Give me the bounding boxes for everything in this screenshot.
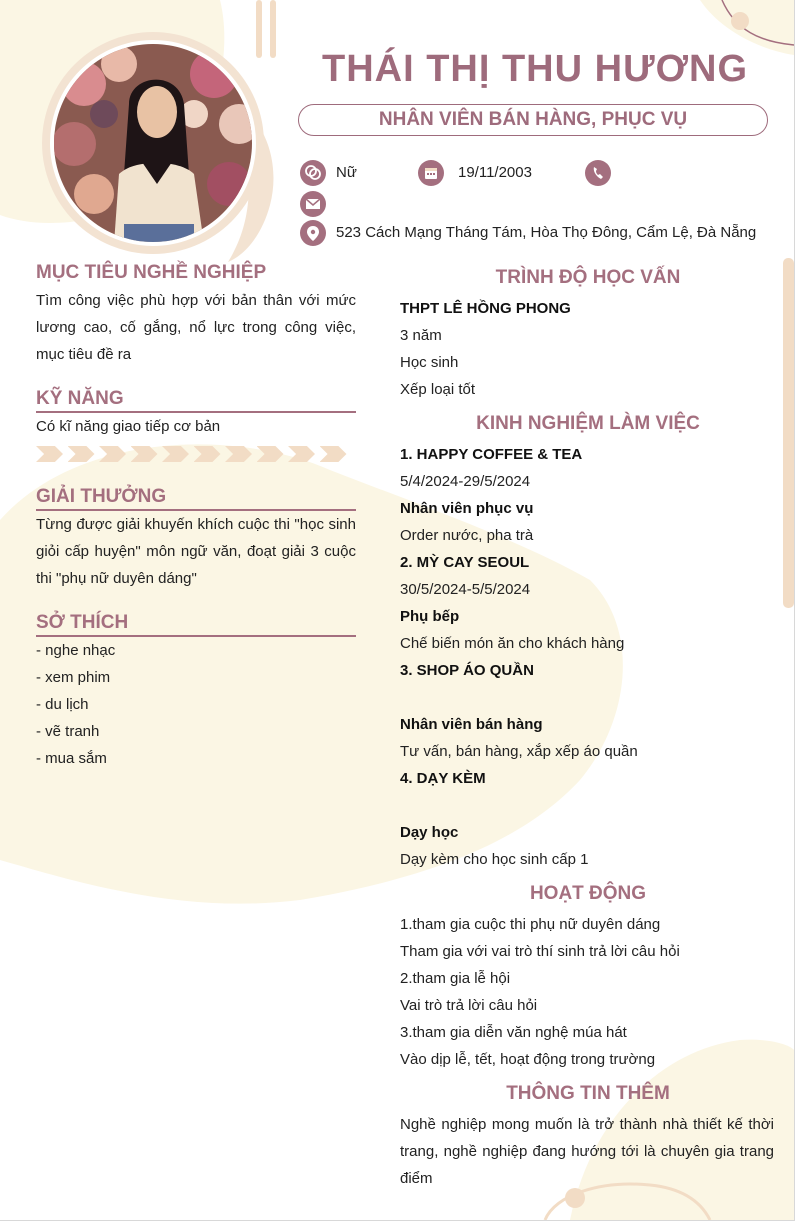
hobby-item: - nghe nhạc xyxy=(36,642,116,659)
activity-item: Vào dịp lễ, tết, hoạt động trong trường xyxy=(400,1051,656,1068)
activities-heading: HOẠT ĐỘNG xyxy=(529,883,647,904)
activity-item: 1.tham gia cuộc thi phụ nữ duyên dáng xyxy=(400,916,661,933)
gender-value: Nữ xyxy=(336,164,357,181)
job-description: Dạy kèm cho học sinh cấp 1 xyxy=(400,851,589,868)
job-description: Tư vấn, bán hàng, xắp xếp áo quần xyxy=(400,743,638,760)
hobby-item: - mua sắm xyxy=(36,750,107,767)
hobby-item: - vẽ tranh xyxy=(36,723,100,740)
skills-text: Có kĩ năng giao tiếp cơ bản xyxy=(36,418,221,435)
hobby-item: - xem phim xyxy=(36,669,111,686)
profile-photo xyxy=(50,40,256,246)
activity-item: Vai trò trả lời câu hỏi xyxy=(400,997,538,1014)
job-description: Chế biến món ăn cho khách hàng xyxy=(400,635,625,652)
chevron-divider xyxy=(36,446,356,462)
job-position: Nhân viên phục vụ xyxy=(400,500,534,517)
candidate-name: THÁI THỊ THU HƯƠNG xyxy=(321,48,749,90)
experience-heading: KINH NGHIỆM LÀM VIỆC xyxy=(476,413,700,434)
education-duration: 3 năm xyxy=(400,327,442,344)
location-icon xyxy=(300,220,326,246)
job-company: 2. MỲ CAY SEOUL xyxy=(400,554,530,571)
hobbies-heading: SỞ THÍCH xyxy=(36,612,129,633)
job-position: Nhân viên bán hàng xyxy=(400,716,543,733)
career-goal-heading: MỤC TIÊU NGHỀ NGHIỆP xyxy=(36,262,267,283)
skills-divider xyxy=(36,411,356,413)
awards-text: Từng được giải khuyến khích cuộc thi "học sinh giỏi cấp huyện" môn ngữ văn, đoạt giải 3 cuộc thi "phụ nữ duyên dáng" xyxy=(36,516,356,587)
additional-info-text: Nghề nghiệp mong muốn là trở thành nhà thiết kế thời trang, nghề nghiệp đang hướng tới là chuyên gia trang điểm xyxy=(400,1116,774,1187)
job-title-badge: NHÂN VIÊN BÁN HÀNG, PHỤC VỤ xyxy=(298,104,768,136)
email-icon xyxy=(300,191,326,217)
education-role: Học sinh xyxy=(400,354,459,371)
awards-heading: GIẢI THƯỞNG xyxy=(36,486,167,507)
job-company: 1. HAPPY COFFEE & TEA xyxy=(400,446,583,463)
job-period: 5/4/2024-29/5/2024 xyxy=(400,473,531,490)
job-position: Phụ bếp xyxy=(400,608,460,625)
activity-item: 2.tham gia lễ hội xyxy=(400,970,511,987)
birthdate-value: 19/11/2003 xyxy=(458,164,532,181)
gender-icon xyxy=(300,160,326,186)
job-description: Order nước, pha trà xyxy=(400,527,534,544)
phone-icon xyxy=(585,160,611,186)
activity-item: Tham gia với vai trò thí sinh trả lời câu hỏi xyxy=(400,943,680,960)
hobby-item: - du lịch xyxy=(36,696,89,713)
job-period: 30/5/2024-5/5/2024 xyxy=(400,581,531,598)
job-company: 4. DẠY KÈM xyxy=(400,770,486,787)
education-grade: Xếp loại tốt xyxy=(400,381,476,398)
education-heading: TRÌNH ĐỘ HỌC VẤN xyxy=(495,267,681,288)
education-school: THPT LÊ HỒNG PHONG xyxy=(400,300,571,317)
job-company: 3. SHOP ÁO QUẦN xyxy=(400,662,534,679)
activity-item: 3.tham gia diễn văn nghệ múa hát xyxy=(400,1024,627,1041)
hobbies-divider xyxy=(36,635,356,637)
skills-heading: KỸ NĂNG xyxy=(36,388,124,409)
calendar-icon xyxy=(418,160,444,186)
job-position: Dạy học xyxy=(400,824,459,841)
address-value: 523 Cách Mạng Tháng Tám, Hòa Thọ Đông, Cẩm Lệ, Đà Nẵng xyxy=(336,224,757,241)
career-goal-text: Tìm công việc phù hợp với bản thân với mức lương cao, cố gắng, nổ lực trong công việc, mục tiêu đề ra xyxy=(36,292,356,363)
additional-info-heading: THÔNG TIN THÊM xyxy=(506,1083,670,1104)
